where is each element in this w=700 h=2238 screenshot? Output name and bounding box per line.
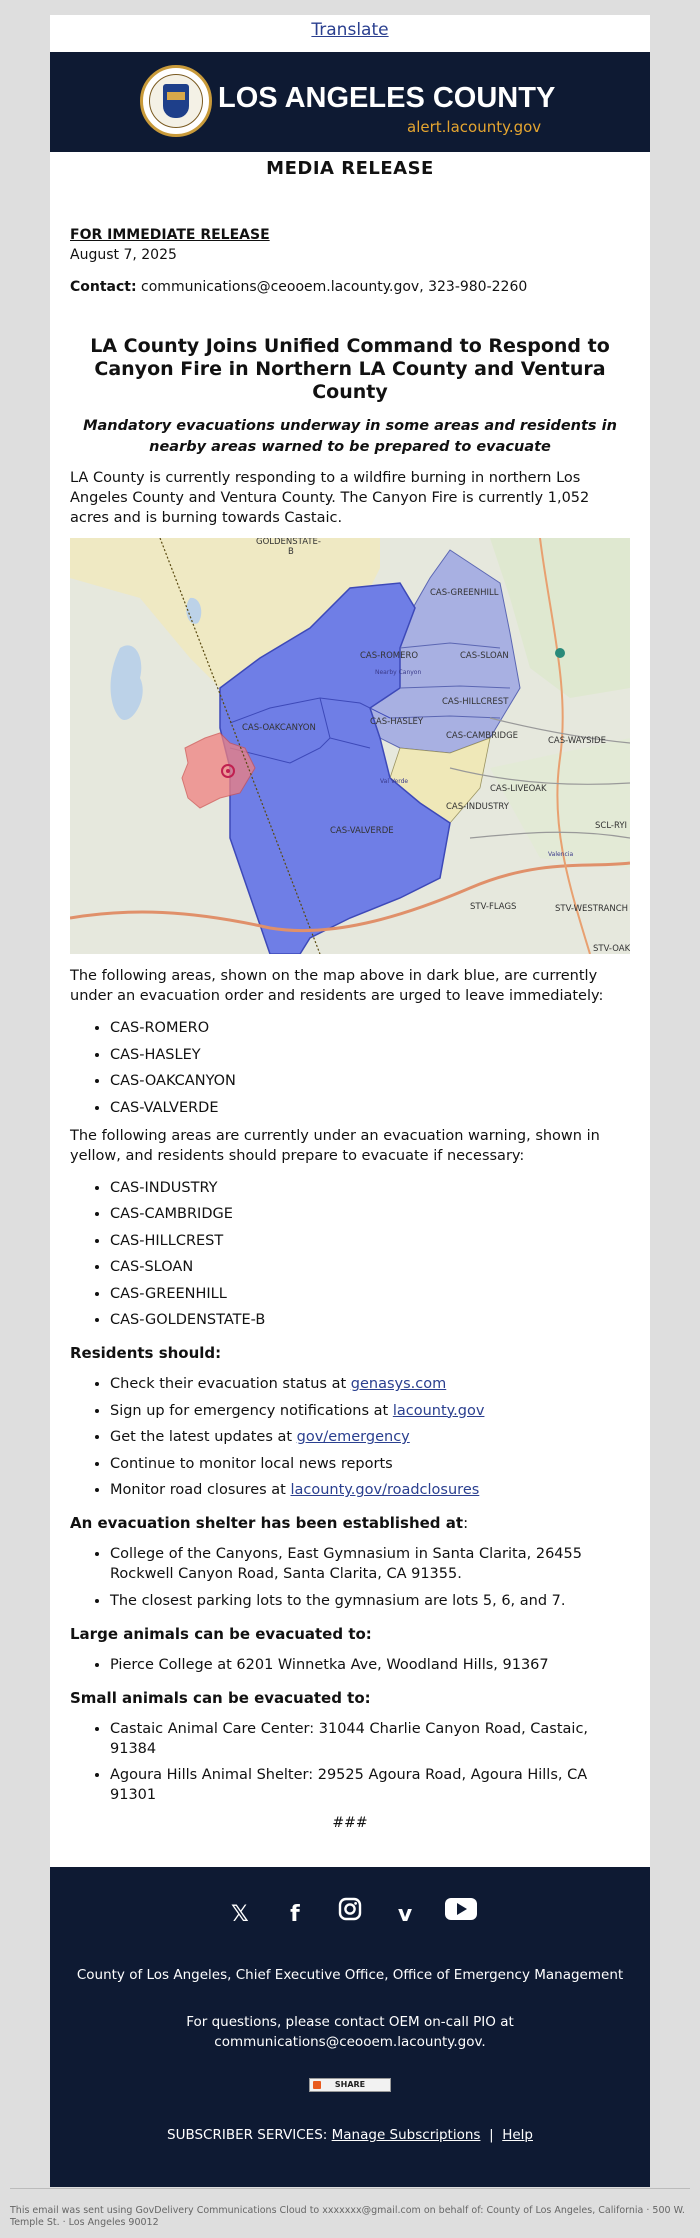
map-label-wayside: CAS-WAYSIDE — [548, 736, 606, 746]
list-item: • CAS-SLOAN — [110, 1257, 630, 1277]
large-animals-heading: Large animals can be evacuated to: — [70, 1624, 372, 1643]
translate-bar — [50, 15, 650, 52]
help-link[interactable]: Help — [502, 2127, 533, 2143]
map-label-hillcrest: CAS-HILLCREST — [442, 697, 509, 707]
shelter-list — [70, 1544, 630, 1611]
emergency-link[interactable]: gov/emergency — [296, 1429, 410, 1445]
map-label-valverde: CAS-VALVERDE — [330, 826, 394, 836]
release-date: August 7, 2025 — [70, 247, 177, 263]
divider — [10, 2188, 690, 2189]
small-animals-list — [70, 1719, 630, 1806]
contact-line — [70, 279, 630, 295]
order-intro: The following areas, shown on the map above in dark blue, are currently under an evacuation order and residents are urged to leave immediately: — [70, 968, 604, 1004]
map-label-cambridge: CAS-CAMBRIDGE — [446, 731, 519, 741]
translate-link[interactable]: Translate — [311, 20, 389, 40]
warning-intro: The following areas are currently under an evacuation warning, shown in yellow, and residents should prepare to evacuate if necessary: — [70, 1127, 600, 1164]
contact-label: Contact: — [70, 279, 137, 295]
manage-subscriptions-link[interactable]: Manage Subscriptions — [331, 2127, 481, 2143]
footer-questions: For questions, please contact OEM on-call PIO at communications@ceooem.lacounty.gov. — [186, 2014, 514, 2050]
map-label-industry: CAS-INDUSTRY — [446, 802, 509, 812]
map-label-sloan: CAS-SLOAN — [460, 651, 509, 661]
media-release-label: MEDIA RELEASE — [266, 158, 434, 179]
list-item: • The closest parking lots to the gymnasium are lots 5, 6, and 7. — [110, 1591, 630, 1611]
map-label-sclryi: SCL-RYI — [595, 821, 628, 831]
list-item: • College of the Canyons, East Gymnasium in Santa Clarita, 26455 Rockwell Canyon Road, Santa Clarita, CA 91355. — [110, 1544, 630, 1584]
residents-heading: Residents should: — [70, 1344, 222, 1362]
banner-title: LOS ANGELES COUNTY — [218, 82, 556, 114]
map-label-greenhill: CAS-GREENHILL — [430, 588, 499, 598]
small-animals-heading: Small animals can be evacuated to: — [70, 1688, 371, 1707]
map-label-goldenstate-b: B — [288, 547, 294, 557]
contact-value: communications@ceooem.lacounty.gov, 323-980-2260 — [141, 279, 528, 295]
lacounty-link[interactable]: lacounty.gov — [392, 1402, 485, 1419]
list-item: • CAS-HASLEY — [110, 1045, 630, 1065]
subheadline: Mandatory evacuations underway in some areas and residents in nearby areas warned to be prepared to evacuate — [83, 418, 617, 455]
instagram-icon[interactable] — [335, 1897, 365, 1927]
map-label-stvwestranch: STV-WESTRANCH — [555, 904, 629, 914]
map-label-goldenstate: GOLDENSTATE- — [256, 538, 321, 547]
map-label-stvflags: STV-FLAGS — [470, 902, 517, 912]
map-label-hasley: CAS-HASLEY — [370, 717, 424, 727]
banner-url: alert.lacounty.gov — [407, 118, 542, 136]
list-item: • Continue to monitor local news reports — [110, 1454, 630, 1474]
map-label-val-verde: Val Verde — [380, 778, 409, 785]
map-label-valencia: Valencia — [548, 851, 574, 858]
list-item: • CAS-GOLDENSTATE-B — [110, 1310, 630, 1330]
order-areas-list — [70, 1018, 630, 1118]
youtube-icon[interactable] — [445, 1897, 475, 1927]
fine-print: This email was sent using GovDelivery Communications Cloud to xxxxxxx@gmail.com on behalf of: County of Los Angeles, California · 500 W. Temple St. · Los Angeles 90012 — [10, 2205, 685, 2228]
map-label-nearby-canyon: Nearby Canyon — [375, 669, 422, 676]
list-item: • Pierce College at 6201 Winnetka Ave, Woodland Hills, 91367 — [110, 1655, 630, 1675]
warning-areas-list — [70, 1178, 630, 1331]
footer-organization: County of Los Angeles, Chief Executive Office, Office of Emergency Management — [76, 1967, 624, 1983]
vimeo-icon[interactable]: v — [397, 1902, 413, 1927]
list-item: • CAS-HILLCREST — [110, 1231, 630, 1251]
map-label-stvoak: STV-OAK — [593, 944, 630, 954]
list-item: • CAS-OAKCANYON — [110, 1071, 630, 1091]
facebook-icon[interactable]: f — [290, 1902, 300, 1927]
list-item: • Check their evacuation status at genasys.com — [110, 1374, 630, 1394]
list-item: • Get the latest updates at gov/emergency — [110, 1427, 630, 1447]
list-item: • Sign up for emergency notifications at lacounty.gov — [110, 1401, 630, 1421]
list-item: • CAS-VALVERDE — [110, 1098, 630, 1118]
map-label-oakcanyon: CAS-OAKCANYON — [242, 723, 316, 733]
large-animals-list — [70, 1655, 630, 1675]
list-item: • Agoura Hills Animal Shelter: 29525 Agoura Road, Agoura Hills, CA 91301 — [110, 1765, 630, 1805]
email-body — [50, 15, 650, 2187]
roadclosures-link[interactable]: lacounty.gov/roadclosures — [290, 1482, 480, 1498]
list-item: • Castaic Animal Care Center: 31044 Charlie Canyon Road, Castaic, 91384 — [110, 1719, 630, 1759]
evacuation-map — [70, 538, 630, 954]
map-label-liveoak: CAS-LIVEOAK — [490, 784, 547, 794]
subscriber-services: SUBSCRIBER SERVICES: Manage Subscriptions | Help — [167, 2127, 533, 2143]
list-item: • CAS-GREENHILL — [110, 1284, 630, 1304]
end-marks: ### — [332, 1815, 368, 1831]
list-item: • CAS-ROMERO — [110, 1018, 630, 1038]
footer — [50, 1867, 650, 2187]
shelter-heading: An evacuation shelter has been established at: — [70, 1514, 469, 1532]
map-label-romero: CAS-ROMERO — [360, 651, 419, 661]
social-icons — [50, 1897, 650, 1932]
residents-list — [70, 1374, 630, 1500]
list-item: • CAS-CAMBRIDGE — [110, 1204, 630, 1224]
x-twitter-icon[interactable]: 𝕏 — [230, 1902, 249, 1927]
list-item: • CAS-INDUSTRY — [110, 1178, 630, 1198]
share-button[interactable]: SHARE — [309, 2078, 391, 2092]
headline: LA County Joins Unified Command to Respond to Canyon Fire in Northern LA County and Ventura County — [90, 335, 610, 403]
county-seal-logo — [140, 65, 212, 137]
list-item: • Monitor road closures at lacounty.gov/roadclosures — [110, 1480, 630, 1500]
header-banner — [50, 52, 650, 152]
for-immediate-release: FOR IMMEDIATE RELEASE — [70, 227, 270, 243]
genasys-link[interactable]: genasys.com — [350, 1376, 447, 1392]
intro-paragraph: LA County is currently responding to a wildfire burning in northern Los Angeles County and Ventura County. The Canyon Fire is currently 1,052 acres and is burning towards Castaic. — [70, 470, 590, 526]
